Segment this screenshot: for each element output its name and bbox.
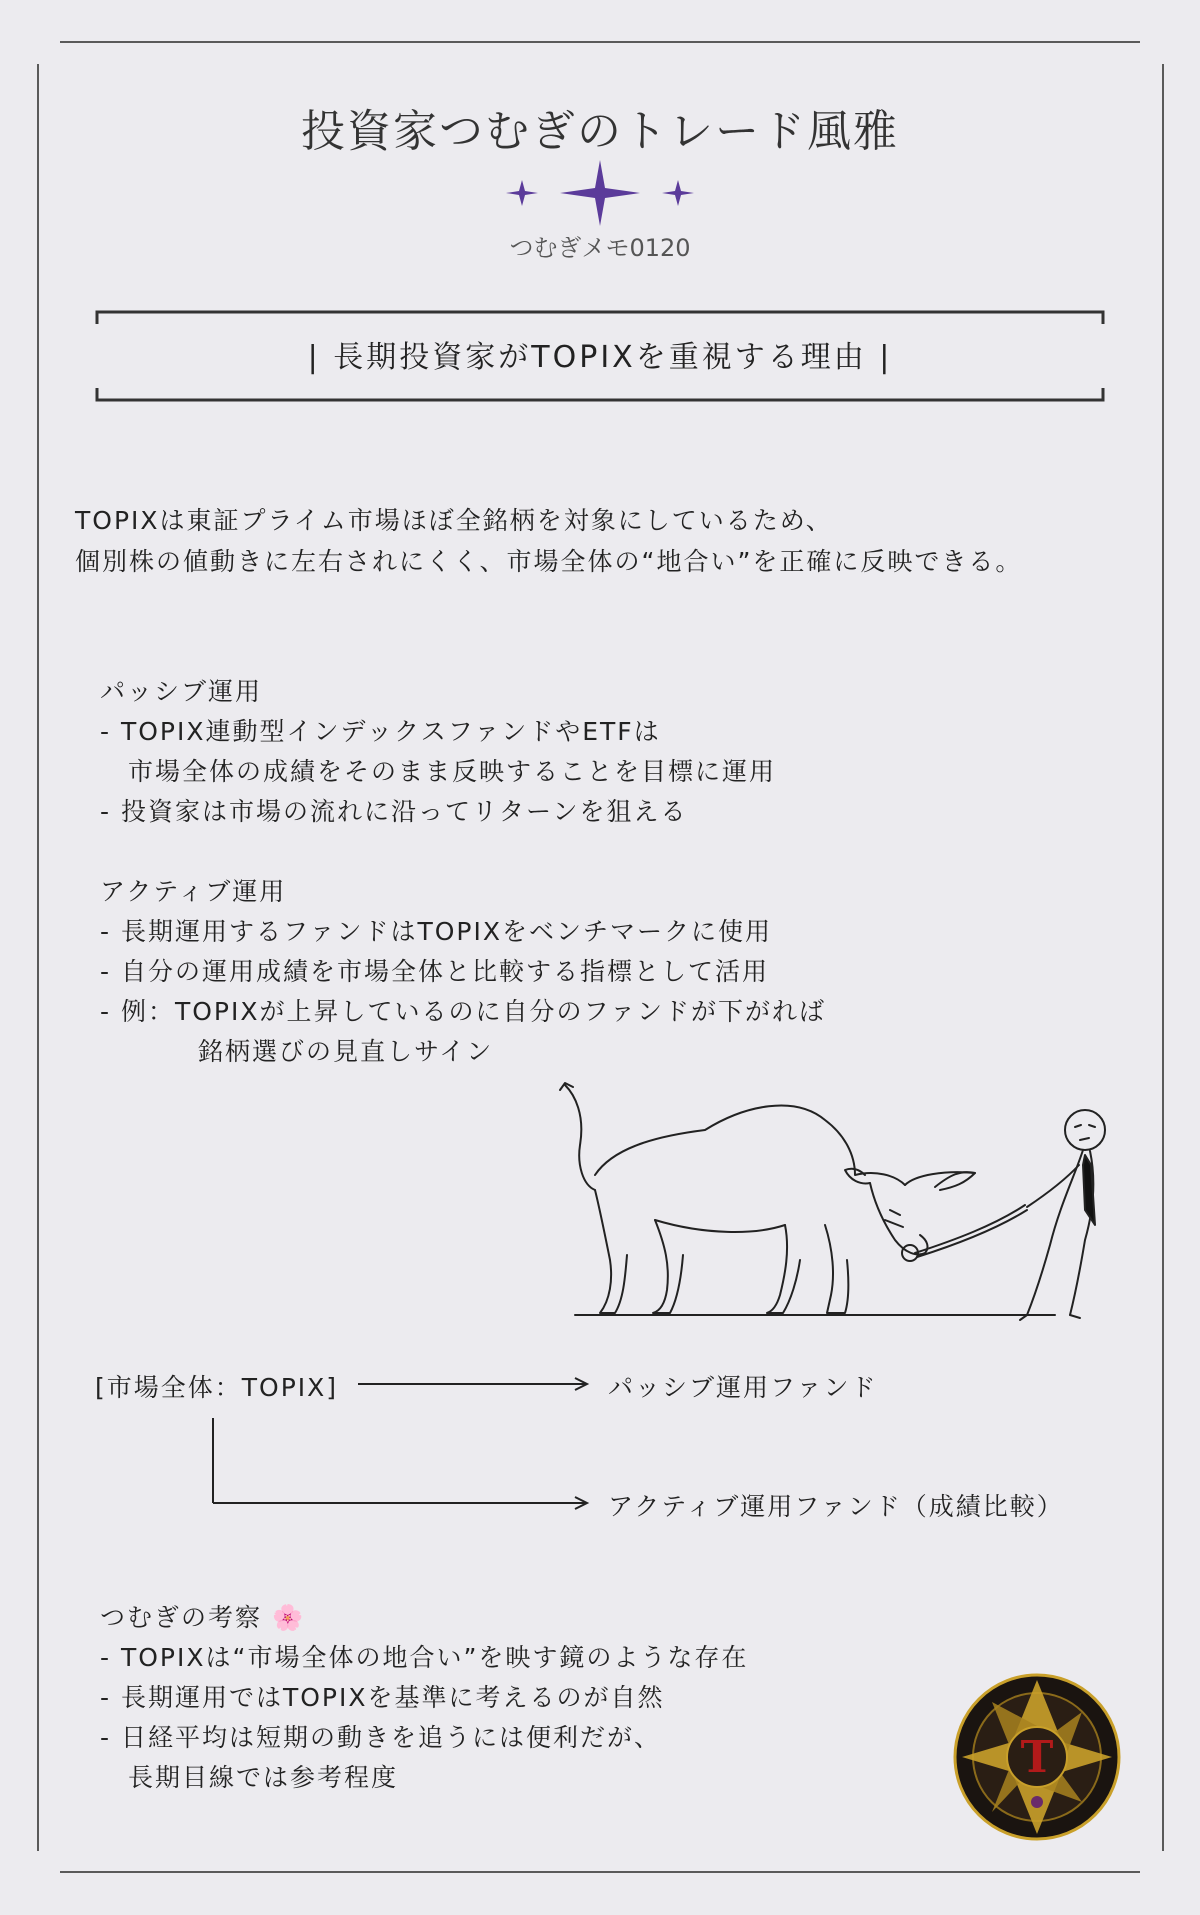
section-heading: | 長期投資家がTOPIXを重視する理由 |: [307, 340, 893, 375]
consideration-line: - 長期運用ではTOPIXを基準に考えるのが自然: [100, 1683, 665, 1712]
active-title: アクティブ運用: [100, 877, 287, 906]
memo-id: つむぎメモ0120: [509, 234, 691, 262]
passive-section: [100, 672, 1000, 832]
flow-source-label: [市場全体：TOPIX]: [95, 1373, 339, 1402]
consideration-line: - 日経平均は短期の動きを追うには便利だが、: [100, 1723, 661, 1752]
flow-diagram: [0, 1360, 1200, 1540]
consideration-line: - TOPIXは“市場全体の地合い”を映す鏡のような存在: [100, 1643, 749, 1672]
intro-paragraph: [75, 500, 1155, 582]
intro-line: 個別株の値動きに左右されにくく、市場全体の“地合い”を正確に反映できる。: [75, 547, 1023, 576]
active-line: - 自分の運用成績を市場全体と比較する指標として活用: [100, 957, 769, 986]
page-title: 投資家つむぎのトレード風雅: [301, 106, 899, 157]
frame-bottom-rule: [60, 1871, 1140, 1873]
active-line: - 長期運用するファンドはTOPIXをベンチマークに使用: [100, 917, 772, 946]
consideration-line: 長期目線では参考程度: [128, 1763, 399, 1792]
passive-line: 市場全体の成績をそのまま反映することを目標に運用: [128, 757, 777, 786]
frame-top-rule: [60, 41, 1140, 43]
flow-passive-label: パッシブ運用ファンド: [608, 1373, 878, 1402]
intro-line: TOPIXは東証プライム市場ほぼ全銘柄を対象にしているため、: [75, 506, 833, 535]
active-section: [100, 872, 1000, 1072]
passive-title: パッシブ運用: [100, 677, 263, 706]
emblem-letter: T: [1020, 1732, 1054, 1783]
consideration-title: つむぎの考察 🌸: [100, 1603, 306, 1632]
passive-line: - 投資家は市場の流れに沿ってリターンを狙える: [100, 797, 688, 826]
flow-active-label: アクティブ運用ファンド（成績比較）: [608, 1492, 1064, 1521]
sparkle-divider-icon: [150, 160, 1050, 230]
consideration-section: [100, 1598, 1000, 1798]
passive-line: - TOPIX連動型インデックスファンドやETFは: [100, 717, 661, 746]
hexagram-emblem-logo: [952, 1672, 1122, 1842]
bull-and-man-illustration: [555, 1075, 1130, 1325]
active-line: 銘柄選びの見直しサイン: [198, 1037, 494, 1066]
active-line: - 例：TOPIXが上昇しているのに自分のファンドが下がれば: [100, 997, 826, 1026]
